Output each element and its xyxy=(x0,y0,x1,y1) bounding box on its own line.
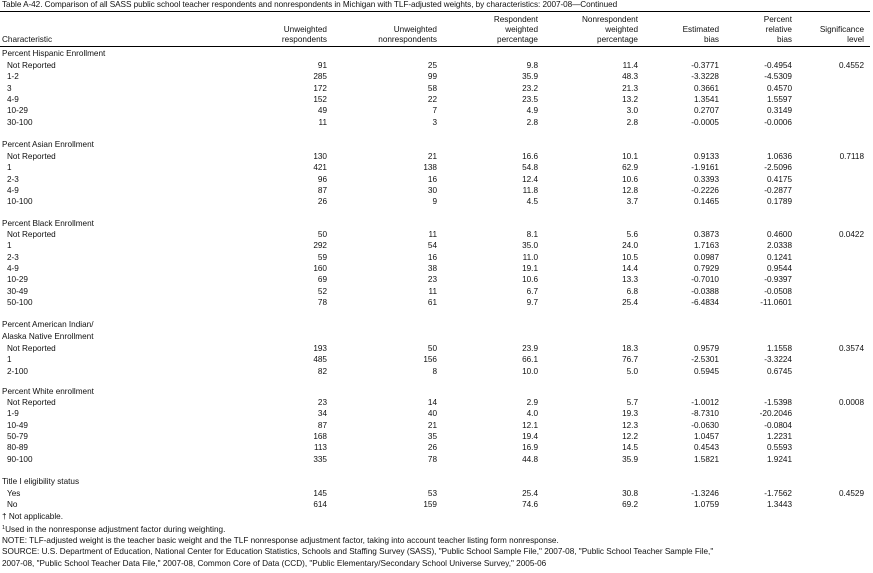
cell-unweighted-respondents: 49 xyxy=(317,106,327,116)
cell-unweighted-nonrespondents: 26 xyxy=(427,443,437,453)
row-label: 2-100 xyxy=(7,366,28,376)
cell-unweighted-respondents: 130 xyxy=(313,152,327,161)
cell-estimated-bias: 1.3541 xyxy=(693,94,719,104)
cell-respondent-weighted-pct: 2.8 xyxy=(526,117,538,127)
row-label: 3 xyxy=(7,83,12,93)
cell-percent-relative-bias: -0.4954 xyxy=(764,61,792,70)
cell-estimated-bias: 0.1465 xyxy=(693,197,719,207)
cell-nonrespondent-weighted-pct: 18.3 xyxy=(622,344,638,353)
group-title: Percent Asian Enrollment xyxy=(2,140,94,149)
cell-nonrespondent-weighted-pct: 48.3 xyxy=(622,72,638,82)
row-label: 90-100 xyxy=(7,454,33,464)
cell-respondent-weighted-pct: 11.0 xyxy=(522,252,538,262)
cell-respondent-weighted-pct: 19.4 xyxy=(522,431,538,441)
cell-estimated-bias: -0.7010 xyxy=(691,275,719,285)
cell-unweighted-respondents: 292 xyxy=(313,241,327,251)
cell-nonrespondent-weighted-pct: 10.1 xyxy=(622,152,638,161)
footnote-source-line2: 2007-08, "Public School Teacher Data File," 2007-08, Common Core of Data (CCD), "Public Elementary/Secondary School Universe Survey," 2005-06 xyxy=(2,559,547,568)
row-label: 1 xyxy=(7,241,12,251)
cell-percent-relative-bias: 0.9544 xyxy=(766,263,792,273)
cell-percent-relative-bias: 0.1789 xyxy=(766,197,792,207)
cell-unweighted-nonrespondents: 9 xyxy=(432,197,437,207)
cell-estimated-bias: 0.7929 xyxy=(693,263,719,273)
cell-unweighted-respondents: 11 xyxy=(318,117,327,127)
cell-unweighted-respondents: 335 xyxy=(313,454,327,464)
cell-respondent-weighted-pct: 25.4 xyxy=(522,489,538,498)
cell-unweighted-nonrespondents: 54 xyxy=(427,241,437,251)
top-rule xyxy=(0,11,870,12)
cell-unweighted-respondents: 113 xyxy=(313,443,327,453)
cell-unweighted-nonrespondents: 16 xyxy=(427,174,437,184)
cell-estimated-bias: 0.0987 xyxy=(693,252,719,262)
cell-unweighted-respondents: 285 xyxy=(313,72,327,82)
cell-respondent-weighted-pct: 35.9 xyxy=(522,72,538,82)
cell-unweighted-nonrespondents: 16 xyxy=(427,252,437,262)
cell-percent-relative-bias: 1.5597 xyxy=(766,94,792,104)
cell-percent-relative-bias: -2.5096 xyxy=(764,163,792,173)
cell-nonrespondent-weighted-pct: 25.4 xyxy=(622,297,638,307)
table-title: Table A-42. Comparison of all SASS public school teacher respondents and nonrespondents in Michigan with TLF-adjusted weights, by characteristics: 2007-08—Continued xyxy=(2,0,618,9)
footnote-source-line1: SOURCE: U.S. Department of Education, National Center for Education Statistics, Schools and Staffing Survey (SASS), "Public School Sample File," 2007-08, "Public School Teacher Sample File," xyxy=(2,547,714,556)
header-unweighted-nonrespondents xyxy=(378,25,437,45)
header-respondent-weighted xyxy=(494,15,538,46)
header-line: weighted xyxy=(605,25,638,35)
row-label: 1-9 xyxy=(7,409,19,419)
cell-respondent-weighted-pct: 10.6 xyxy=(522,275,538,285)
cell-nonrespondent-weighted-pct: 5.6 xyxy=(626,230,638,239)
cell-unweighted-respondents: 152 xyxy=(313,94,327,104)
row-label: 1 xyxy=(7,355,12,365)
cell-nonrespondent-weighted-pct: 10.5 xyxy=(622,252,638,262)
cell-unweighted-respondents: 50 xyxy=(317,230,327,239)
header-unweighted-respondents xyxy=(282,25,327,45)
footnote-1-text: Used in the nonresponse adjustment factor during weighting. xyxy=(5,525,226,534)
cell-unweighted-nonrespondents: 78 xyxy=(427,454,437,464)
cell-estimated-bias: -1.3246 xyxy=(691,489,719,498)
cell-percent-relative-bias: 0.4175 xyxy=(766,174,792,184)
cell-nonrespondent-weighted-pct: 14.5 xyxy=(622,443,638,453)
cell-estimated-bias: -0.2226 xyxy=(691,185,719,195)
cell-respondent-weighted-pct: 11.8 xyxy=(522,185,538,195)
header-percent-relative-bias xyxy=(764,15,792,46)
cell-respondent-weighted-pct: 19.1 xyxy=(522,263,538,273)
cell-unweighted-nonrespondents: 53 xyxy=(427,489,437,498)
cell-respondent-weighted-pct: 9.7 xyxy=(526,297,538,307)
cell-estimated-bias: -6.4834 xyxy=(691,297,719,307)
cell-nonrespondent-weighted-pct: 30.8 xyxy=(622,489,638,498)
header-line: Percent xyxy=(763,15,792,24)
header-line: Nonrespondent xyxy=(582,15,638,24)
cell-percent-relative-bias: -0.2877 xyxy=(764,185,792,195)
cell-significance-level: 0.4552 xyxy=(838,61,864,70)
cell-respondent-weighted-pct: 6.7 xyxy=(526,286,538,296)
cell-estimated-bias: 0.9579 xyxy=(693,344,719,353)
cell-respondent-weighted-pct: 12.4 xyxy=(522,174,538,184)
cell-respondent-weighted-pct: 8.1 xyxy=(526,230,538,239)
cell-percent-relative-bias: 2.0338 xyxy=(766,241,792,251)
group-title: Percent White enrollment xyxy=(2,387,94,396)
footnote-1-mark: 1 xyxy=(2,525,6,531)
header-line: weighted xyxy=(505,25,538,35)
header-line: Unweighted xyxy=(393,25,437,34)
cell-estimated-bias: 0.5945 xyxy=(693,366,719,376)
cell-respondent-weighted-pct: 66.1 xyxy=(522,355,538,365)
cell-estimated-bias: -0.0630 xyxy=(691,420,719,430)
row-label: 4-9 xyxy=(7,263,19,273)
cell-percent-relative-bias: 0.1241 xyxy=(766,252,792,262)
cell-estimated-bias: -0.0005 xyxy=(691,117,719,127)
cell-unweighted-respondents: 82 xyxy=(317,366,327,376)
cell-estimated-bias: 1.7163 xyxy=(693,241,719,251)
cell-unweighted-nonrespondents: 11 xyxy=(428,230,437,239)
header-line: relative xyxy=(765,25,792,35)
cell-respondent-weighted-pct: 4.9 xyxy=(526,106,538,116)
cell-unweighted-respondents: 145 xyxy=(313,489,327,498)
cell-unweighted-nonrespondents: 99 xyxy=(427,72,437,82)
header-significance-level xyxy=(820,25,864,45)
row-label: Not Reported xyxy=(7,344,56,353)
cell-estimated-bias: 0.9133 xyxy=(693,152,719,161)
cell-respondent-weighted-pct: 23.2 xyxy=(522,83,538,93)
cell-unweighted-nonrespondents: 35 xyxy=(427,431,437,441)
row-label: 80-89 xyxy=(7,443,28,453)
cell-unweighted-nonrespondents: 156 xyxy=(423,355,437,365)
cell-unweighted-respondents: 91 xyxy=(317,61,327,70)
footnote-note: NOTE: TLF-adjusted weight is the teacher basic weight and the TLF nonresponse adjustment factor, taking into account teacher listing form nonresponse. xyxy=(2,536,559,545)
cell-nonrespondent-weighted-pct: 12.8 xyxy=(622,185,638,195)
cell-unweighted-respondents: 172 xyxy=(313,83,327,93)
header-line: percentage xyxy=(597,35,638,45)
cell-unweighted-respondents: 59 xyxy=(317,252,327,262)
header-line: percentage xyxy=(497,35,538,45)
cell-unweighted-nonrespondents: 159 xyxy=(423,500,437,510)
cell-estimated-bias: 0.4543 xyxy=(693,443,719,453)
cell-unweighted-nonrespondents: 25 xyxy=(427,61,437,70)
cell-respondent-weighted-pct: 10.0 xyxy=(522,366,538,376)
cell-unweighted-nonrespondents: 50 xyxy=(427,344,437,353)
cell-percent-relative-bias: -1.5398 xyxy=(764,398,792,407)
cell-percent-relative-bias: -4.5309 xyxy=(764,72,792,82)
cell-estimated-bias: 0.3661 xyxy=(693,83,719,93)
cell-nonrespondent-weighted-pct: 11.4 xyxy=(622,61,638,70)
cell-unweighted-nonrespondents: 21 xyxy=(427,420,437,430)
row-label: No xyxy=(7,500,18,510)
cell-unweighted-respondents: 421 xyxy=(313,163,327,173)
cell-unweighted-nonrespondents: 40 xyxy=(427,409,437,419)
cell-percent-relative-bias: -3.3224 xyxy=(764,355,792,365)
cell-estimated-bias: -3.3228 xyxy=(691,72,719,82)
row-label: 4-9 xyxy=(7,185,19,195)
cell-percent-relative-bias: 1.0636 xyxy=(766,152,792,161)
cell-nonrespondent-weighted-pct: 35.9 xyxy=(622,454,638,464)
cell-percent-relative-bias: 1.1558 xyxy=(766,344,792,353)
header-characteristic: Characteristic xyxy=(2,35,53,44)
cell-unweighted-respondents: 485 xyxy=(313,355,327,365)
header-nonrespondent-weighted xyxy=(582,15,638,46)
cell-percent-relative-bias: 0.4600 xyxy=(766,230,792,239)
row-label: 2-3 xyxy=(7,174,19,184)
cell-unweighted-nonrespondents: 8 xyxy=(432,366,437,376)
header-line: bias xyxy=(776,35,792,45)
cell-unweighted-nonrespondents: 61 xyxy=(427,297,437,307)
cell-unweighted-respondents: 34 xyxy=(317,409,327,419)
header-line: Respondent xyxy=(493,15,538,24)
cell-estimated-bias: -0.3771 xyxy=(691,61,719,70)
row-label: 30-100 xyxy=(7,117,33,127)
cell-unweighted-respondents: 160 xyxy=(313,263,327,273)
cell-estimated-bias: 0.3393 xyxy=(693,174,719,184)
row-label: 4-9 xyxy=(7,94,19,104)
cell-nonrespondent-weighted-pct: 5.0 xyxy=(626,366,638,376)
row-label: 1 xyxy=(7,163,12,173)
footnote-1 xyxy=(2,523,225,536)
cell-percent-relative-bias: -1.7562 xyxy=(764,489,792,498)
cell-respondent-weighted-pct: 35.0 xyxy=(522,241,538,251)
cell-respondent-weighted-pct: 23.5 xyxy=(522,94,538,104)
cell-nonrespondent-weighted-pct: 19.3 xyxy=(622,409,638,419)
cell-nonrespondent-weighted-pct: 5.7 xyxy=(626,398,638,407)
cell-percent-relative-bias: -11.0601 xyxy=(760,297,792,307)
cell-unweighted-nonrespondents: 30 xyxy=(427,185,437,195)
cell-nonrespondent-weighted-pct: 6.8 xyxy=(626,286,638,296)
cell-unweighted-respondents: 69 xyxy=(317,275,327,285)
cell-unweighted-nonrespondents: 22 xyxy=(427,94,437,104)
row-label: 1-2 xyxy=(7,72,19,82)
group-title: Title I eligibility status xyxy=(2,477,80,486)
cell-unweighted-respondents: 96 xyxy=(317,174,327,184)
cell-nonrespondent-weighted-pct: 2.8 xyxy=(626,117,638,127)
header-line: respondents xyxy=(281,35,327,45)
cell-estimated-bias: -1.0012 xyxy=(691,398,719,407)
row-label: Not Reported xyxy=(7,152,56,161)
cell-respondent-weighted-pct: 74.6 xyxy=(522,500,538,510)
cell-unweighted-nonrespondents: 11 xyxy=(428,286,437,296)
cell-unweighted-nonrespondents: 7 xyxy=(432,106,437,116)
cell-nonrespondent-weighted-pct: 14.4 xyxy=(622,263,638,273)
cell-unweighted-nonrespondents: 21 xyxy=(427,152,437,161)
cell-respondent-weighted-pct: 9.8 xyxy=(526,61,538,70)
cell-respondent-weighted-pct: 16.9 xyxy=(522,443,538,453)
cell-percent-relative-bias: -0.9397 xyxy=(764,275,792,285)
cell-percent-relative-bias: 1.3443 xyxy=(766,500,792,510)
cell-percent-relative-bias: 1.9241 xyxy=(766,454,792,464)
row-label: 30-49 xyxy=(7,286,28,296)
cell-nonrespondent-weighted-pct: 13.2 xyxy=(622,94,638,104)
cell-significance-level: 0.0008 xyxy=(838,398,864,407)
cell-unweighted-nonrespondents: 38 xyxy=(427,263,437,273)
row-label: Not Reported xyxy=(7,398,56,407)
row-label: 2-3 xyxy=(7,252,19,262)
cell-respondent-weighted-pct: 23.9 xyxy=(522,344,538,353)
row-label: Not Reported xyxy=(7,230,56,239)
cell-percent-relative-bias: -0.0508 xyxy=(764,286,792,296)
cell-estimated-bias: 1.0759 xyxy=(693,500,719,510)
row-label: 50-79 xyxy=(7,431,28,441)
row-label: 50-100 xyxy=(7,297,33,307)
cell-nonrespondent-weighted-pct: 62.9 xyxy=(622,163,638,173)
cell-unweighted-respondents: 87 xyxy=(317,185,327,195)
cell-percent-relative-bias: 0.3149 xyxy=(766,106,792,116)
cell-unweighted-respondents: 614 xyxy=(313,500,327,510)
header-line: Estimated xyxy=(682,25,719,34)
cell-percent-relative-bias: -20.2046 xyxy=(759,409,792,419)
group-title: Alaska Native Enrollment xyxy=(2,331,94,341)
cell-unweighted-nonrespondents: 23 xyxy=(427,275,437,285)
cell-respondent-weighted-pct: 2.9 xyxy=(526,398,538,407)
cell-estimated-bias: 0.3873 xyxy=(693,230,719,239)
header-estimated-bias xyxy=(683,25,719,45)
cell-significance-level: 0.0422 xyxy=(838,230,864,239)
cell-unweighted-respondents: 78 xyxy=(317,297,327,307)
cell-percent-relative-bias: -0.0804 xyxy=(764,420,792,430)
cell-nonrespondent-weighted-pct: 12.3 xyxy=(622,420,638,430)
header-line: level xyxy=(847,35,864,45)
cell-nonrespondent-weighted-pct: 21.3 xyxy=(622,83,638,93)
cell-estimated-bias: -8.7310 xyxy=(691,409,719,419)
cell-percent-relative-bias: 0.6745 xyxy=(766,366,792,376)
group-title: Percent American Indian/ xyxy=(2,320,94,329)
cell-percent-relative-bias: 0.5593 xyxy=(766,443,792,453)
cell-unweighted-nonrespondents: 3 xyxy=(432,117,437,127)
header-line: Significance xyxy=(819,25,864,34)
header-line: nonrespondents xyxy=(378,35,437,45)
cell-nonrespondent-weighted-pct: 69.2 xyxy=(622,500,638,510)
cell-respondent-weighted-pct: 54.8 xyxy=(522,163,538,173)
cell-percent-relative-bias: 0.4570 xyxy=(766,83,792,93)
cell-estimated-bias: 0.2707 xyxy=(693,106,719,116)
cell-unweighted-respondents: 23 xyxy=(317,398,327,407)
cell-respondent-weighted-pct: 16.6 xyxy=(522,152,538,161)
cell-nonrespondent-weighted-pct: 13.3 xyxy=(622,275,638,285)
cell-unweighted-nonrespondents: 58 xyxy=(427,83,437,93)
group-title: Percent Hispanic Enrollment xyxy=(2,49,106,58)
cell-unweighted-nonrespondents: 14 xyxy=(427,398,437,407)
cell-estimated-bias: -2.5301 xyxy=(691,355,719,365)
header-line: bias xyxy=(703,35,719,45)
cell-estimated-bias: 1.0457 xyxy=(693,431,719,441)
cell-estimated-bias: -0.0388 xyxy=(691,286,719,296)
cell-unweighted-respondents: 168 xyxy=(313,431,327,441)
cell-unweighted-respondents: 52 xyxy=(317,286,327,296)
cell-unweighted-respondents: 87 xyxy=(317,420,327,430)
cell-unweighted-respondents: 26 xyxy=(317,197,327,207)
footnote-not-applicable: † Not applicable. xyxy=(2,512,63,521)
cell-percent-relative-bias: -0.0006 xyxy=(764,117,792,127)
cell-nonrespondent-weighted-pct: 76.7 xyxy=(622,355,638,365)
cell-significance-level: 0.3574 xyxy=(838,344,864,353)
cell-significance-level: 0.7118 xyxy=(839,152,864,161)
row-label: Not Reported xyxy=(7,61,56,70)
row-label: 10-49 xyxy=(7,420,28,430)
cell-respondent-weighted-pct: 4.5 xyxy=(526,197,538,207)
cell-estimated-bias: 1.5821 xyxy=(693,454,719,464)
cell-significance-level: 0.4529 xyxy=(838,489,864,498)
header-line: Unweighted xyxy=(283,25,327,34)
row-label: 10-29 xyxy=(7,275,28,285)
row-label: 10-29 xyxy=(7,106,28,116)
row-label: Yes xyxy=(7,489,21,498)
cell-unweighted-respondents: 193 xyxy=(313,344,327,353)
cell-nonrespondent-weighted-pct: 24.0 xyxy=(622,241,638,251)
cell-nonrespondent-weighted-pct: 3.7 xyxy=(626,197,638,207)
cell-nonrespondent-weighted-pct: 12.2 xyxy=(622,431,638,441)
cell-nonrespondent-weighted-pct: 3.0 xyxy=(626,106,638,116)
cell-estimated-bias: -1.9161 xyxy=(691,163,719,173)
cell-percent-relative-bias: 1.2231 xyxy=(766,431,792,441)
group-title: Percent Black Enrollment xyxy=(2,219,94,228)
cell-unweighted-nonrespondents: 138 xyxy=(423,163,437,173)
row-label: 10-100 xyxy=(7,197,33,207)
header-rule xyxy=(0,46,870,47)
cell-respondent-weighted-pct: 4.0 xyxy=(526,409,538,419)
cell-nonrespondent-weighted-pct: 10.6 xyxy=(622,174,638,184)
cell-respondent-weighted-pct: 44.8 xyxy=(522,454,538,464)
cell-respondent-weighted-pct: 12.1 xyxy=(522,420,538,430)
